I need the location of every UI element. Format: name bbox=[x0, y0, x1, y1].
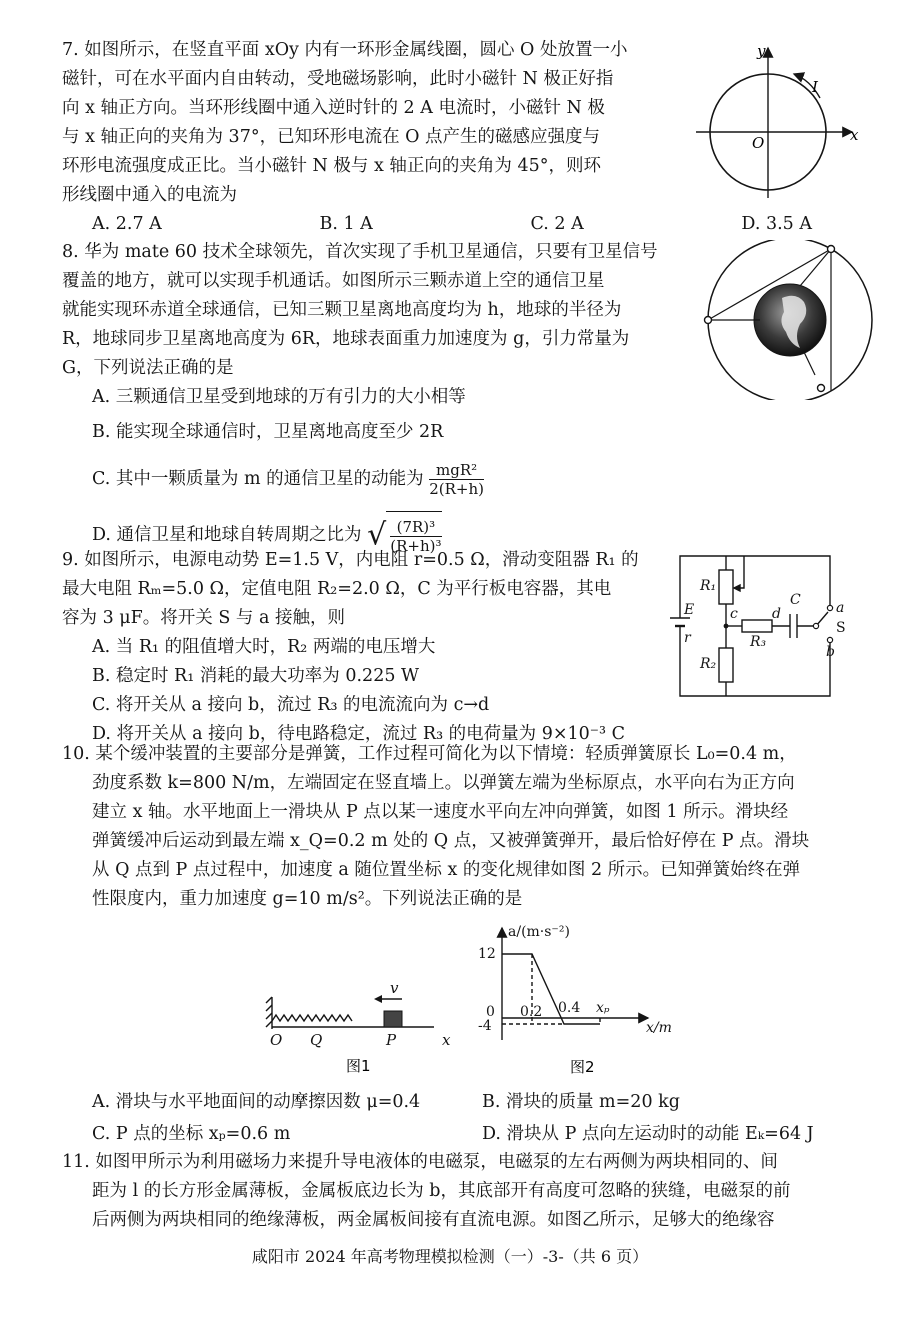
label-node-c: c bbox=[730, 606, 738, 622]
y-axis-label: a/(m·s⁻²) bbox=[508, 924, 570, 940]
figure-caption: 图2 bbox=[570, 1058, 595, 1076]
question-9 bbox=[62, 546, 639, 749]
question-8 bbox=[62, 238, 658, 560]
satellite-icon bbox=[705, 317, 712, 324]
rheostat-slider bbox=[734, 556, 744, 588]
fraction-numerator: mgR² bbox=[429, 461, 484, 480]
page-footer: 咸阳市 2024 年高考物理模拟检测（一）-3-（共 6 页） bbox=[251, 1247, 649, 1266]
q10-option-b: B. 滑块的质量 m=20 kg bbox=[482, 1092, 680, 1112]
wall-hatch bbox=[266, 997, 272, 1003]
q10-option-d: D. 滑块从 P 点向左运动时的动能 Eₖ=64 J bbox=[482, 1124, 814, 1144]
q7-line: 7. 如图所示，在竖直平面 xOy 内有一环形金属线圈，圆心 O 处放置一小 bbox=[62, 40, 628, 60]
q10-line: 弹簧缓冲后运动到最左端 x_Q=0.2 m 处的 Q 点，又被弹簧弹开，最后恰好停在 P 点。滑块 bbox=[92, 831, 810, 851]
figure-caption: 图1 bbox=[346, 1057, 371, 1075]
wall-hatch bbox=[266, 1013, 272, 1019]
wall-hatch bbox=[266, 1005, 272, 1011]
label-x: x bbox=[442, 1031, 451, 1049]
spring bbox=[272, 1015, 352, 1021]
label-q: Q bbox=[310, 1031, 323, 1049]
label-o: O bbox=[270, 1031, 283, 1049]
q9-option-a: A. 当 R₁ 的阻值增大时，R₂ 两端的电压增大 bbox=[92, 637, 436, 657]
q8-line: R，地球同步卫星离地高度为 6R，地球表面重力加速度为 g，引力常量为 bbox=[62, 329, 630, 349]
resistor-r2 bbox=[719, 648, 733, 682]
fraction-numerator: (7R)³ bbox=[390, 518, 441, 537]
current-label: I bbox=[812, 78, 818, 96]
x-axis-label: x/m bbox=[646, 1020, 672, 1036]
label-e: E bbox=[684, 602, 695, 618]
label-a: a bbox=[836, 600, 845, 616]
q10-line: 劲度系数 k=800 N/m，左端固定在竖直墙上。以弹簧左端为坐标原点，水平向右为正方向 bbox=[92, 773, 795, 793]
q10-figure-1 bbox=[262, 975, 462, 1075]
q8-option-c-fraction bbox=[429, 461, 484, 498]
fraction-denominator: (R+h)³ bbox=[390, 537, 442, 555]
origin-label: O bbox=[752, 134, 765, 152]
slider-block bbox=[384, 1011, 402, 1027]
q7-line: 磁针，可在水平面内自由转动，受地磁场影响，此时小磁针 N 极正好指 bbox=[62, 69, 614, 89]
label-c: C bbox=[790, 592, 801, 608]
q7-option-a: A. 2.7 A bbox=[92, 214, 162, 234]
q8-option-a: A. 三颗通信卫星受到地球的万有引力的大小相等 bbox=[92, 387, 466, 407]
sqrt-sign: √ bbox=[367, 517, 387, 553]
q8-line: 就能实现环赤道全球通信，已知三颗卫星离地高度均为 h，地球的半径为 bbox=[62, 300, 622, 320]
q8-line: 8. 华为 mate 60 技术全球领先，首次实现了手机卫星通信，只要有卫星信号 bbox=[62, 242, 658, 262]
question-10 bbox=[62, 740, 809, 914]
coverage-line bbox=[804, 352, 815, 375]
q7-figure bbox=[692, 40, 872, 200]
tick-0-4: 0.4 bbox=[558, 1000, 581, 1016]
q7-options bbox=[62, 210, 812, 239]
q10-figure-2 bbox=[448, 920, 688, 1080]
tick-0-2: 0.2 bbox=[520, 1004, 543, 1020]
q9-option-d: D. 将开关从 a 接向 b，待电路稳定，流过 R₃ 的电荷量为 9×10⁻³ C bbox=[92, 724, 626, 744]
q10-line: 性限度内，重力加速度 g=10 m/s²。下列说法正确的是 bbox=[92, 889, 523, 909]
label-node-d: d bbox=[772, 606, 781, 622]
y-label: y bbox=[757, 42, 766, 60]
wall-hatch bbox=[266, 1021, 272, 1027]
label-p: P bbox=[386, 1031, 397, 1049]
q9-option-c: C. 将开关从 a 接向 b，流过 R₃ 的电流流向为 c→d bbox=[92, 695, 490, 715]
q10-option-c: C. P 点的坐标 xₚ=0.6 m bbox=[92, 1124, 291, 1144]
label-b: b bbox=[826, 644, 835, 660]
coverage-line bbox=[800, 249, 831, 286]
q11-line: 11. 如图甲所示为利用磁场力来提升导电液体的电磁泵，电磁泵的左右两侧为两块相同的、间 bbox=[62, 1152, 778, 1172]
x-label: x bbox=[850, 126, 859, 144]
satellite-icon bbox=[818, 385, 825, 392]
q10-line: 从 Q 点到 P 点过程中，加速度 a 随位置坐标 x 的变化规律如图 2 所示。已知弹簧始终在弹 bbox=[92, 860, 801, 880]
q9-circuit-figure bbox=[660, 548, 850, 708]
q8-figure bbox=[700, 240, 880, 400]
junction-dot bbox=[724, 624, 729, 629]
tick-0: 0 bbox=[486, 1004, 495, 1020]
label-r: r bbox=[684, 630, 691, 646]
q10-line: 建立 x 轴。水平地面上一滑块从 P 点以某一速度水平向左冲向弹簧，如图 1 所示。滑块经 bbox=[92, 802, 789, 822]
q11-line: 后两侧为两块相同的绝缘薄板，两金属板间接有直流电源。如图乙所示，足够大的绝缘容 bbox=[92, 1210, 775, 1230]
q7-option-b: B. 1 A bbox=[319, 214, 373, 234]
q7-line: 与 x 轴正向的夹角为 37°，已知环形电流在 O 点产生的磁感应强度与 bbox=[62, 127, 601, 147]
question-11 bbox=[62, 1148, 791, 1235]
label-r3: R₃ bbox=[750, 634, 767, 650]
satellite-icon bbox=[828, 246, 835, 253]
label-s: S bbox=[836, 620, 846, 636]
q9-option-b: B. 稳定时 R₁ 消耗的最大功率为 0.225 W bbox=[92, 666, 420, 686]
q8-option-d-text: D. 通信卫星和地球自转周期之比为 bbox=[92, 525, 362, 545]
q9-line: 最大电阻 Rₘ=5.0 Ω，定值电阻 R₂=2.0 Ω，C 为平行板电容器，其电 bbox=[62, 579, 612, 599]
q8-line: 覆盖的地方，就可以实现手机通话。如图所示三颗赤道上空的通信卫星 bbox=[62, 271, 605, 291]
q9-line: 容为 3 μF。将开关 S 与 a 接触，则 bbox=[62, 608, 345, 628]
q8-option-b: B. 能实现全球通信时，卫星离地高度至少 2R bbox=[92, 422, 444, 442]
label-r2: R₂ bbox=[700, 656, 717, 672]
q7-option-c: C. 2 A bbox=[530, 214, 584, 234]
label-r1: R₁ bbox=[700, 578, 717, 594]
tick-12: 12 bbox=[478, 946, 496, 962]
rheostat-r1 bbox=[719, 570, 733, 604]
fraction-denominator: 2(R+h) bbox=[429, 480, 484, 498]
graph-line bbox=[502, 954, 600, 1024]
q8-option-c bbox=[62, 457, 658, 501]
q7-line: 形线圈中通入的电流为 bbox=[62, 185, 237, 205]
switch-contact-a bbox=[827, 605, 832, 610]
tick-xp: xₚ bbox=[596, 1000, 610, 1016]
tick-neg4: -4 bbox=[478, 1018, 492, 1034]
switch-pivot bbox=[813, 623, 818, 628]
q7-option-d: D. 3.5 A bbox=[741, 214, 812, 234]
q9-line: 9. 如图所示，电源电动势 E=1.5 V，内电阻 r=0.5 Ω，滑动变阻器 R₁ 的 bbox=[62, 550, 639, 570]
q11-line: 距为 l 的长方形金属薄板，金属板底边长为 b，其底部开有高度可忽略的狭缝，电磁泵的前 bbox=[92, 1181, 791, 1201]
resistor-r3 bbox=[742, 620, 772, 632]
q10-line: 10. 某个缓冲装置的主要部分是弹簧，工作过程可简化为以下情境：轻质弹簧原长 L₀=0.4 m， bbox=[62, 744, 797, 764]
q8-option-c-text: C. 其中一颗质量为 m 的通信卫星的动能为 bbox=[92, 469, 424, 489]
q8-line: G，下列说法正确的是 bbox=[62, 358, 234, 378]
q7-line: 向 x 轴正方向。当环形线圈中通入逆时针的 2 A 电流时，小磁针 N 极 bbox=[62, 98, 605, 118]
label-v: v bbox=[390, 979, 399, 997]
q10-option-a: A. 滑块与水平地面间的动摩擦因数 μ=0.4 bbox=[92, 1092, 421, 1112]
switch-contact-b bbox=[827, 637, 832, 642]
q7-line: 环形电流强度成正比。当小磁针 N 极与 x 轴正向的夹角为 45°，则环 bbox=[62, 156, 602, 176]
q10-options bbox=[92, 1088, 814, 1149]
